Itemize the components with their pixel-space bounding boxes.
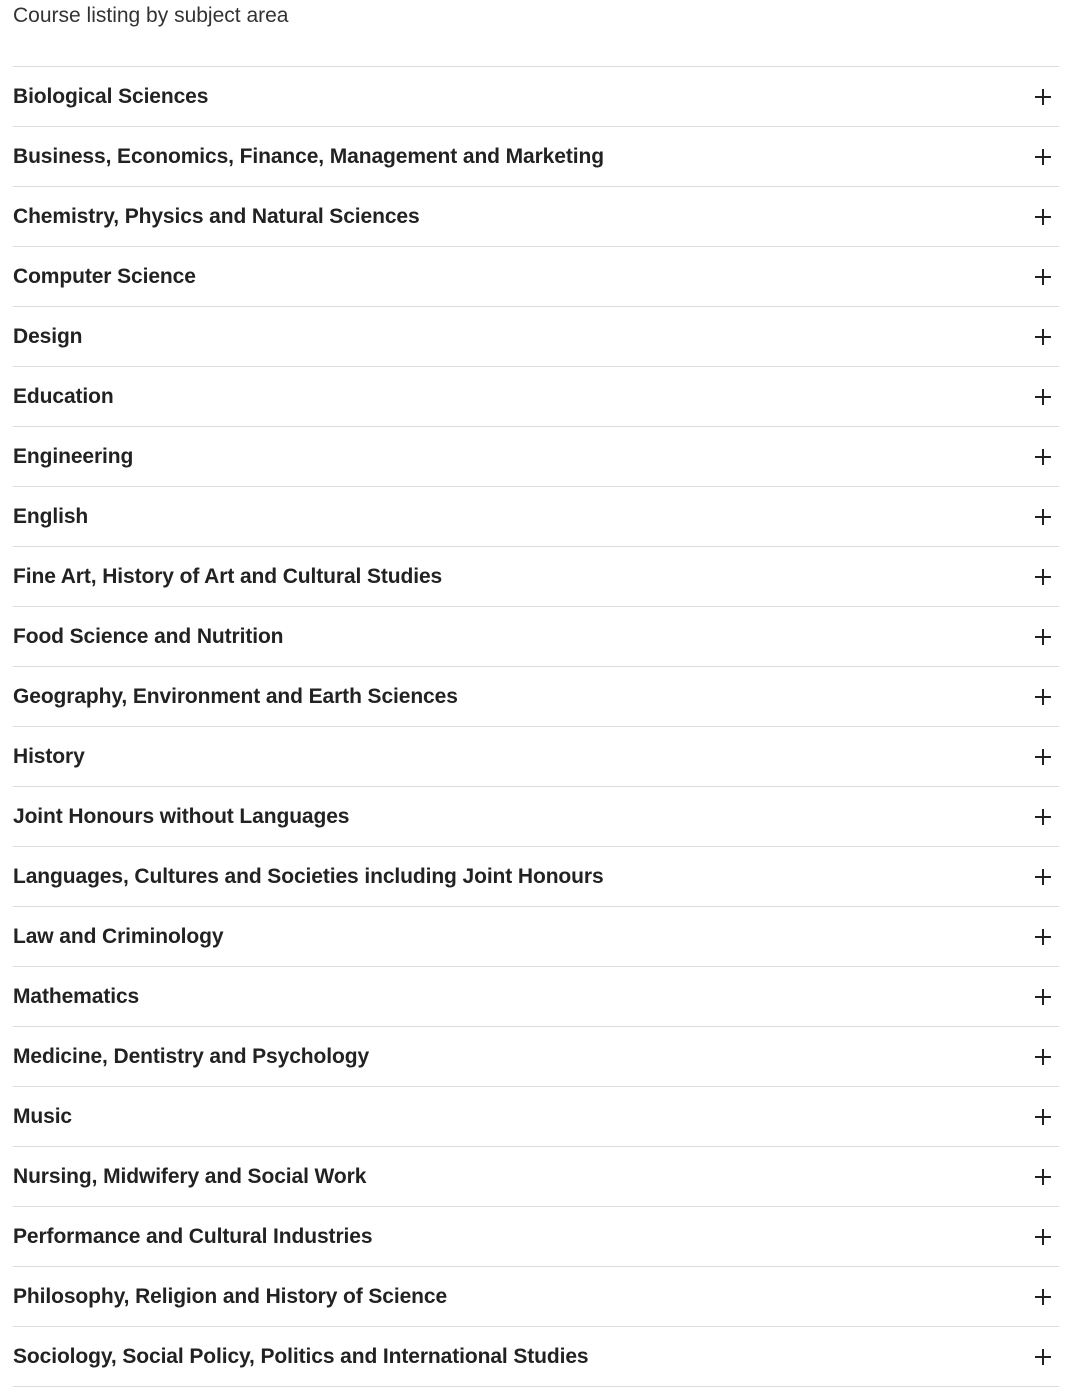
plus-icon[interactable] (1035, 1049, 1051, 1065)
accordion-item-computer-science[interactable] (13, 247, 1059, 307)
accordion-item-label: Education (13, 384, 114, 408)
accordion-item-biological-sciences[interactable] (13, 67, 1059, 127)
accordion-item-performance[interactable] (13, 1207, 1059, 1267)
accordion-item-label: English (13, 504, 89, 528)
plus-icon[interactable] (1035, 569, 1051, 585)
accordion-item-label: Engineering (13, 444, 134, 468)
plus-icon[interactable] (1035, 1229, 1051, 1245)
plus-icon[interactable] (1035, 929, 1051, 945)
accordion-item-label: Computer Science (13, 264, 196, 288)
accordion-item-label: Joint Honours without Languages (13, 804, 350, 828)
accordion-item-label: Business, Economics, Finance, Management and Marketing (13, 144, 604, 168)
plus-icon[interactable] (1035, 269, 1051, 285)
accordion-item-label: Geography, Environment and Earth Sciences (13, 684, 458, 708)
accordion-item-label: Performance and Cultural Industries (13, 1224, 373, 1248)
accordion-item-fine-art[interactable] (13, 547, 1059, 607)
accordion-item-food-science[interactable] (13, 607, 1059, 667)
plus-icon[interactable] (1035, 809, 1051, 825)
intro-text: Course listing by subject area (13, 4, 289, 27)
accordion-item-english[interactable] (13, 487, 1059, 547)
accordion-item-label: Fine Art, History of Art and Cultural Studies (13, 564, 443, 588)
accordion-item-languages[interactable] (13, 847, 1059, 907)
accordion-item-label: Food Science and Nutrition (13, 624, 284, 648)
plus-icon[interactable] (1035, 329, 1051, 345)
plus-icon[interactable] (1035, 749, 1051, 765)
plus-icon[interactable] (1035, 1349, 1051, 1365)
accordion-item-label: Chemistry, Physics and Natural Sciences (13, 204, 420, 228)
plus-icon[interactable] (1035, 449, 1051, 465)
plus-icon[interactable] (1035, 689, 1051, 705)
accordion-item-label: Design (13, 324, 83, 348)
accordion-item-geography[interactable] (13, 667, 1059, 727)
accordion-item-label: Languages, Cultures and Societies including Joint Honours (13, 864, 604, 888)
accordion-item-engineering[interactable] (13, 427, 1059, 487)
accordion-item-design[interactable] (13, 307, 1059, 367)
accordion-item-label: Nursing, Midwifery and Social Work (13, 1164, 367, 1188)
plus-icon[interactable] (1035, 1109, 1051, 1125)
plus-icon[interactable] (1035, 869, 1051, 885)
accordion-item-label: Philosophy, Religion and History of Science (13, 1284, 448, 1308)
accordion-item-mathematics[interactable] (13, 967, 1059, 1027)
accordion-item-business[interactable] (13, 127, 1059, 187)
accordion-item-law[interactable] (13, 907, 1059, 967)
accordion-item-chemistry[interactable] (13, 187, 1059, 247)
accordion-item-label: Biological Sciences (13, 84, 209, 108)
plus-icon[interactable] (1035, 629, 1051, 645)
subject-accordion (13, 66, 1059, 1387)
accordion-item-medicine[interactable] (13, 1027, 1059, 1087)
accordion-item-label: Music (13, 1104, 73, 1128)
plus-icon[interactable] (1035, 89, 1051, 105)
plus-icon[interactable] (1035, 389, 1051, 405)
accordion-item-joint-honours[interactable] (13, 787, 1059, 847)
accordion-item-label: Medicine, Dentistry and Psychology (13, 1044, 370, 1068)
plus-icon[interactable] (1035, 1169, 1051, 1185)
accordion-item-music[interactable] (13, 1087, 1059, 1147)
plus-icon[interactable] (1035, 1289, 1051, 1305)
accordion-item-label: Law and Criminology (13, 924, 224, 948)
plus-icon[interactable] (1035, 989, 1051, 1005)
accordion-item-education[interactable] (13, 367, 1059, 427)
plus-icon[interactable] (1035, 149, 1051, 165)
accordion-item-label: Sociology, Social Policy, Politics and International Studies (13, 1344, 589, 1368)
plus-icon[interactable] (1035, 209, 1051, 225)
accordion-item-sociology[interactable] (13, 1327, 1059, 1387)
accordion-item-philosophy[interactable] (13, 1267, 1059, 1327)
accordion-item-label: History (13, 744, 85, 768)
accordion-item-label: Mathematics (13, 984, 140, 1008)
plus-icon[interactable] (1035, 509, 1051, 525)
accordion-item-history[interactable] (13, 727, 1059, 787)
accordion-item-nursing[interactable] (13, 1147, 1059, 1207)
